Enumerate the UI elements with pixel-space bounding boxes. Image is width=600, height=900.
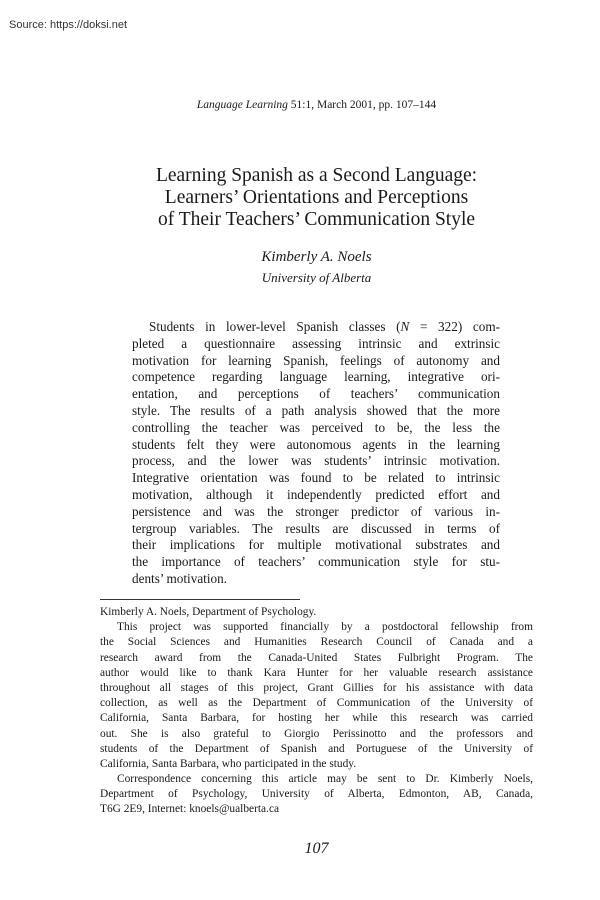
- abstract-line: motivation for learning Spanish, feelings of autonomy and: [132, 352, 500, 368]
- abstract-line: their implications for multiple motivational substrates and: [132, 537, 500, 553]
- abstract-line: dents’ motivation.: [132, 570, 227, 586]
- footnote-line: research award from the Canada-United States Fulbright Program. The: [100, 651, 533, 664]
- footnote-line: the Social Sciences and Humanities Research Council of Canada and a: [100, 636, 533, 649]
- author-name: Kimberly A. Noels: [261, 249, 372, 265]
- article-title: [100, 165, 533, 231]
- abstract-text: Students in lower-level Spanish classes (: [149, 319, 401, 334]
- page-number: 107: [304, 840, 329, 857]
- footnote-line: out. She is also grateful to Giorgio Perissinotto and the professors and: [100, 727, 533, 740]
- footnote-line: throughout all stages of this project, Grant Gillies for his assistance with data: [100, 681, 533, 694]
- abstract-text: = 322) com-: [409, 319, 500, 334]
- abstract-line: style. The results of a path analysis showed that the more: [132, 402, 500, 418]
- footnote-divider: [100, 599, 300, 600]
- footnote-line: collection, as well as the Department of Communication of the University of: [100, 697, 533, 710]
- abstract: [132, 319, 500, 588]
- abstract-line: pleted a questionnaire assessing intrinsic and extrinsic: [132, 335, 500, 351]
- footnote-line: students of the Department of Spanish and Portuguese of the University of: [100, 742, 533, 755]
- source-label: Source: https://doksi.net: [9, 19, 128, 31]
- footnote-line: author would like to thank Kara Hunter for her valuable research assistance: [100, 666, 533, 679]
- author-affiliation: University of Alberta: [261, 270, 372, 285]
- title-line: Learning Spanish as a Second Language:: [155, 165, 478, 186]
- journal-citation: [0, 99, 600, 111]
- abstract-line: controlling the teacher was perceived to be, the less the: [132, 419, 500, 435]
- title-line: Learners’ Orientations and Perceptions: [164, 187, 469, 208]
- abstract-line: Integrative orientation was found to be related to intrinsic: [132, 470, 500, 486]
- abstract-line: the importance of teachers’ communication style for stu-: [132, 554, 500, 570]
- sample-size-symbol: N: [400, 319, 410, 334]
- abstract-line: process, and the lower was students’ intrinsic motivation.: [132, 453, 500, 469]
- footnote-line: This project was supported financially by a postdoctoral fellowship from: [117, 621, 533, 634]
- title-line: of Their Teachers’ Communication Style: [157, 209, 476, 230]
- footnote-line: California, Santa Barbara, for hosting her while this research was carried: [100, 712, 533, 725]
- journal-name: Language Learning: [196, 99, 288, 111]
- journal-volume-pages: 51:1, March 2001, pp. 107–144: [287, 99, 437, 111]
- abstract-line: [132, 319, 500, 336]
- footnote-line: Department of Psychology, University of Alberta, Edmonton, AB, Canada,: [100, 788, 533, 801]
- abstract-line: entation, and perceptions of teachers’ communication: [132, 386, 500, 402]
- footnote-affiliation: Kimberly A. Noels, Department of Psychology.: [100, 606, 317, 618]
- footnote-line: Correspondence concerning this article may be sent to Dr. Kimberly Noels,: [117, 773, 533, 786]
- abstract-line: tergroup variables. The results are discussed in terms of: [132, 520, 500, 536]
- footnotes: [100, 605, 533, 818]
- abstract-line: motivation, although it independently predicted effort and: [132, 486, 500, 502]
- footnote-line: California, Santa Barbara, who participated in the study.: [100, 757, 357, 770]
- footnote-line: T6G 2E9, Internet: knoels@ualberta.ca: [100, 803, 280, 816]
- abstract-line: students felt they were autonomous agents in the learning: [132, 436, 500, 452]
- abstract-line: competence regarding language learning, integrative ori-: [132, 369, 500, 385]
- abstract-line: persistence and was the stronger predictor of various in-: [132, 503, 500, 519]
